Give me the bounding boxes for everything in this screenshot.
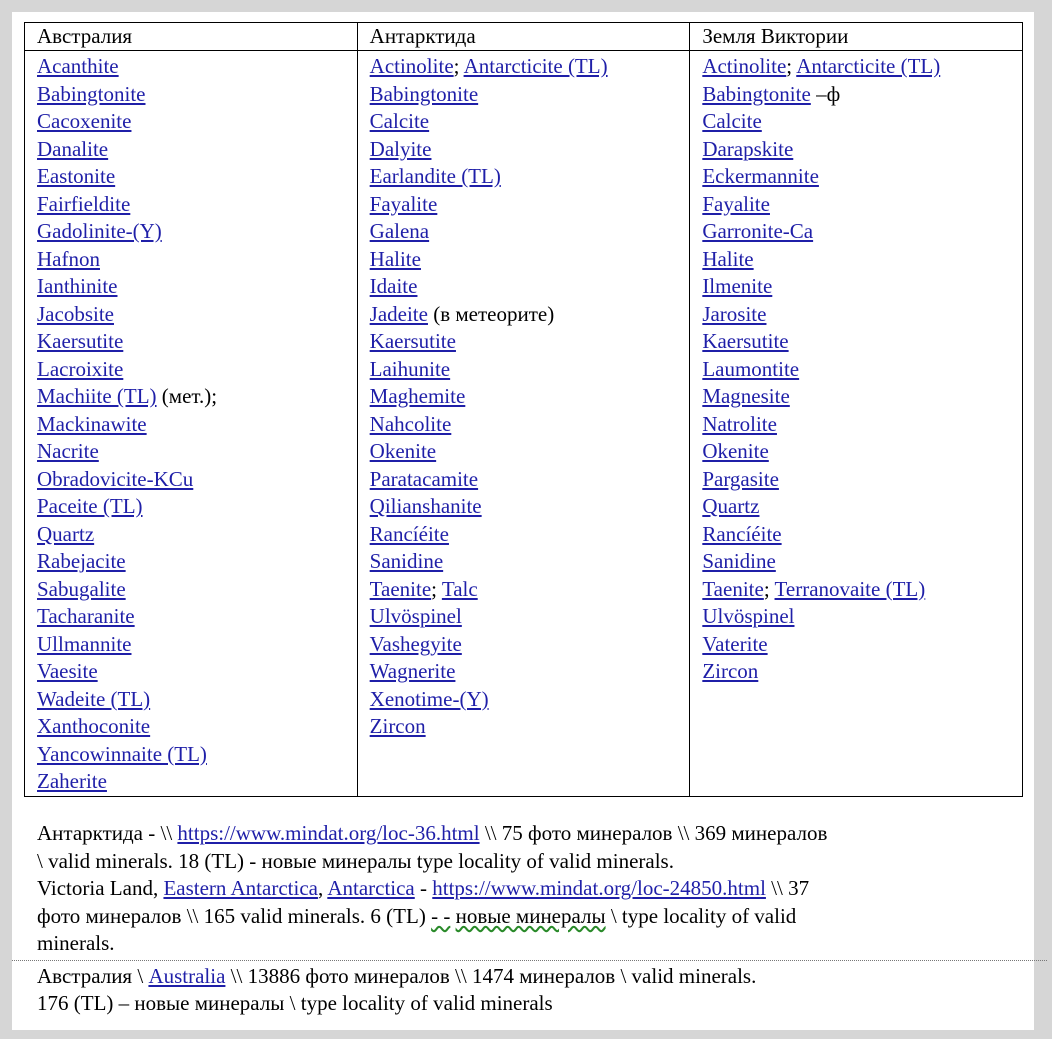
mineral-note: ;: [763, 576, 775, 601]
list-item: [370, 411, 690, 439]
list-item: [37, 466, 357, 494]
list-item: [702, 631, 1022, 659]
list-item: [702, 466, 1022, 494]
list-item: [702, 603, 1022, 631]
list-item: [370, 466, 690, 494]
mineral-link[interactable]: Ianthinite: [37, 274, 118, 298]
list-item: [37, 438, 357, 466]
mineral-link[interactable]: Halite: [702, 246, 754, 271]
list-item: [370, 686, 690, 714]
list-item: [37, 631, 357, 659]
mineral-link[interactable]: Idaite: [369, 274, 418, 298]
mineral-link[interactable]: Sabugalite: [37, 576, 126, 601]
note-label: Австралия \: [37, 963, 149, 988]
table-row: [25, 51, 1023, 797]
document-page: [12, 12, 1034, 1030]
mineral-link[interactable]: Dalyite: [369, 136, 432, 161]
mineral-link[interactable]: Rancíéite: [369, 521, 449, 546]
mineral-note: ;: [786, 54, 797, 78]
list-item: [702, 81, 1022, 109]
note-antarctica: [37, 820, 1027, 875]
mineral-link[interactable]: Jarosite: [702, 301, 767, 326]
list-item: [370, 53, 690, 81]
mineral-link[interactable]: Paratacamite: [369, 466, 479, 491]
note-text: ,: [317, 876, 328, 900]
mineral-link[interactable]: Halite: [369, 246, 421, 271]
mineral-link[interactable]: Actinolite: [369, 54, 454, 78]
mineral-link[interactable]: Natrolite: [702, 411, 777, 436]
mineral-link[interactable]: Laumontite: [702, 356, 800, 381]
mineral-link[interactable]: Ullmannite: [37, 631, 132, 656]
mineral-note: ;: [453, 54, 464, 78]
note-australia: [37, 963, 1027, 1018]
note-text: фото минералов \\ 165 valid minerals. 6 (TL): [37, 903, 432, 928]
list-item: [370, 658, 690, 686]
mineral-link[interactable]: Calcite: [702, 109, 762, 133]
mineral-link[interactable]: Pargasite: [702, 466, 779, 491]
mineral-link[interactable]: Cacoxenite: [37, 109, 132, 133]
mineral-link[interactable]: Xanthoconite: [37, 714, 151, 738]
list-item: [370, 576, 690, 604]
mineral-note: (в метеорите): [427, 301, 555, 326]
link-eastern-antarctica[interactable]: Eastern Antarctica: [163, 876, 318, 900]
mineral-link[interactable]: Nacrite: [37, 439, 99, 463]
mineral-link[interactable]: Lacroixite: [37, 356, 124, 381]
mineral-link[interactable]: Vashegyite: [369, 631, 462, 656]
mineral-link[interactable]: Babingtonite: [37, 81, 146, 106]
mineral-link[interactable]: Maghemite: [369, 384, 466, 408]
header-australia: Австралия: [25, 23, 358, 51]
minerals-table: [24, 22, 1023, 797]
mineral-link[interactable]: Taenite: [702, 576, 764, 601]
list-item: [702, 246, 1022, 274]
list-item: [37, 603, 357, 631]
header-victoria-land: Земля Виктории: [690, 23, 1023, 51]
mineral-link[interactable]: Hafnon: [37, 246, 100, 271]
mineral-link[interactable]: Acanthite: [37, 54, 119, 78]
note-text: новые минералы: [455, 903, 606, 928]
column-victoria-land: [690, 51, 1023, 797]
list-item: [702, 356, 1022, 384]
list-item: [702, 136, 1022, 164]
mineral-link[interactable]: Kaersutite: [369, 329, 456, 353]
mineral-link[interactable]: Zaherite: [37, 769, 107, 793]
list-item: [702, 328, 1022, 356]
section-divider: [12, 960, 1047, 961]
list-item: [702, 658, 1022, 686]
note-text: \ type locality of valid: [605, 903, 797, 928]
mineral-link[interactable]: Zircon: [702, 659, 759, 683]
list-item: [37, 713, 357, 741]
mineral-link[interactable]: Fayalite: [369, 191, 438, 216]
list-item: [37, 356, 357, 384]
list-item: [37, 246, 357, 274]
mindat-link-antarctica[interactable]: https://www.mindat.org/loc-36.html: [177, 821, 480, 845]
note-text: - -: [431, 903, 451, 928]
list-item: [37, 383, 357, 411]
mineral-link[interactable]: Zircon: [369, 714, 426, 738]
list-item: [370, 328, 690, 356]
mineral-link[interactable]: Okenite: [369, 439, 437, 463]
list-item: [37, 273, 357, 301]
note-text: \ valid minerals. 18 (TL) - новые минералы type locality of valid minerals.: [37, 848, 674, 873]
note-label: Антарктида - \\: [37, 821, 178, 845]
list-item: [37, 658, 357, 686]
list-item: [37, 81, 357, 109]
mineral-link[interactable]: Ulvöspinel: [702, 604, 795, 628]
note-text: \\ 13886 фото минералов \\ 1474 минералов \ valid minerals.: [225, 963, 757, 988]
column-australia: [25, 51, 358, 797]
list-item: [37, 328, 357, 356]
list-item: [37, 411, 357, 439]
list-item: [370, 108, 690, 136]
mineral-link[interactable]: Eckermannite: [702, 164, 819, 188]
list-item: [37, 191, 357, 219]
list-item: [702, 576, 1022, 604]
list-item: [370, 713, 690, 741]
list-item: [370, 631, 690, 659]
mineral-link[interactable]: Danalite: [37, 136, 109, 161]
list-item: [37, 136, 357, 164]
list-item: [702, 108, 1022, 136]
mineral-link[interactable]: Rancíéite: [702, 521, 782, 546]
mineral-link[interactable]: Sanidine: [369, 549, 444, 573]
mineral-note: ;: [431, 576, 442, 601]
mineral-link[interactable]: Actinolite: [702, 54, 787, 78]
note-text: -: [414, 876, 433, 900]
list-item: [370, 383, 690, 411]
list-item: [702, 383, 1022, 411]
list-item: [370, 273, 690, 301]
table-header-row: [25, 23, 1023, 51]
list-item: [702, 53, 1022, 81]
list-item: [370, 356, 690, 384]
list-item: [370, 191, 690, 219]
mineral-link[interactable]: Kaersutite: [37, 329, 124, 353]
mineral-link[interactable]: Sanidine: [702, 549, 776, 573]
note-text: \\ 37: [765, 876, 810, 900]
list-item: [702, 521, 1022, 549]
notes-section: [37, 820, 1027, 1018]
mineral-link[interactable]: Calcite: [369, 109, 430, 133]
list-item: [702, 191, 1022, 219]
list-item: [702, 438, 1022, 466]
list-item: [370, 493, 690, 521]
mineral-link[interactable]: Eastonite: [37, 164, 116, 188]
mineral-link[interactable]: Tacharanite: [37, 604, 135, 628]
mineral-link[interactable]: Jacobsite: [37, 301, 114, 326]
list-item: [702, 493, 1022, 521]
list-item: [702, 411, 1022, 439]
note-text: minerals.: [37, 931, 115, 955]
mineral-link[interactable]: Mackinawite: [37, 411, 147, 436]
list-item: [370, 246, 690, 274]
mineral-link[interactable]: Fairfieldite: [37, 191, 131, 216]
mineral-link[interactable]: Qilianshanite: [369, 494, 482, 518]
list-item: [37, 53, 357, 81]
mineral-link[interactable]: Galena: [369, 219, 430, 243]
list-item: [370, 603, 690, 631]
mineral-link[interactable]: Laihunite: [369, 356, 451, 381]
mineral-link[interactable]: Gadolinite-(Y): [37, 219, 162, 243]
note-text: \\ 75 фото минералов \\ 369 минералов: [479, 821, 828, 845]
list-item: [370, 81, 690, 109]
mineral-link[interactable]: Machiite (TL): [37, 384, 157, 408]
header-antarctica: Антарктида: [357, 23, 690, 51]
mineral-link[interactable]: Paceite (TL): [37, 494, 143, 518]
mineral-link[interactable]: Vaesite: [37, 659, 98, 683]
list-item: [37, 576, 357, 604]
mineral-link[interactable]: Wadeite (TL): [37, 686, 151, 711]
mineral-link[interactable]: Vaterite: [702, 631, 768, 656]
mineral-link[interactable]: Babingtonite: [702, 81, 811, 106]
list-item: [702, 273, 1022, 301]
list-item: [702, 548, 1022, 576]
list-item: [37, 768, 357, 796]
list-item: [37, 163, 357, 191]
mineral-note: –ф: [810, 81, 841, 106]
mineral-link[interactable]: Okenite: [702, 439, 769, 463]
column-antarctica: [357, 51, 690, 797]
mineral-link[interactable]: Darapskite: [702, 136, 794, 161]
mineral-link[interactable]: Quartz: [37, 521, 95, 546]
mineral-link[interactable]: Ilmenite: [702, 274, 773, 298]
mineral-link[interactable]: Talc: [441, 576, 478, 601]
list-item: [370, 438, 690, 466]
list-item: [37, 301, 357, 329]
list-item: [370, 218, 690, 246]
mineral-link[interactable]: Antarcticite (TL): [463, 54, 608, 78]
note-label: Victoria Land,: [37, 876, 164, 900]
list-item: [702, 301, 1022, 329]
mineral-link[interactable]: Wagnerite: [369, 659, 456, 683]
mineral-link[interactable]: Quartz: [702, 494, 760, 518]
mineral-link[interactable]: Antarcticite (TL): [796, 54, 941, 78]
mineral-link[interactable]: Babingtonite: [369, 81, 479, 106]
list-item: [370, 136, 690, 164]
mineral-link[interactable]: Jadeite: [369, 301, 428, 326]
list-item: [370, 521, 690, 549]
mineral-note: (мет.);: [156, 384, 218, 408]
link-australia[interactable]: Australia: [148, 963, 226, 988]
list-item: [370, 301, 690, 329]
list-item: [37, 548, 357, 576]
list-item: [37, 108, 357, 136]
mineral-link[interactable]: Xenotime-(Y): [369, 686, 489, 711]
mineral-link[interactable]: Yancowinnaite (TL): [37, 741, 207, 766]
mineral-link[interactable]: Magnesite: [702, 384, 790, 408]
mineral-link[interactable]: Taenite: [369, 576, 432, 601]
list-item: [370, 163, 690, 191]
mineral-link[interactable]: Obradovicite-KCu: [37, 466, 194, 491]
list-item: [37, 686, 357, 714]
list-item: [37, 493, 357, 521]
mineral-link[interactable]: Terranovaite (TL): [774, 576, 926, 601]
mineral-link[interactable]: Nahcolite: [369, 411, 452, 436]
mindat-link-victoria[interactable]: https://www.mindat.org/loc-24850.html: [432, 876, 766, 900]
mineral-link[interactable]: Fayalite: [702, 191, 770, 216]
note-victoria-land: [37, 875, 1027, 958]
mineral-link[interactable]: Earlandite (TL): [369, 164, 501, 188]
list-item: [37, 521, 357, 549]
mineral-link[interactable]: Garronite-Ca: [702, 219, 814, 243]
list-item: [702, 218, 1022, 246]
list-item: [37, 218, 357, 246]
mineral-link[interactable]: Rabejacite: [37, 549, 126, 573]
list-item: [370, 548, 690, 576]
list-item: [702, 163, 1022, 191]
link-antarctica[interactable]: Antarctica: [327, 876, 415, 900]
mineral-link[interactable]: Ulvöspinel: [369, 604, 462, 628]
note-text: 176 (TL) – новые минералы \ type locality of valid minerals: [37, 991, 553, 1015]
mineral-link[interactable]: Kaersutite: [702, 329, 789, 353]
list-item: [37, 741, 357, 769]
